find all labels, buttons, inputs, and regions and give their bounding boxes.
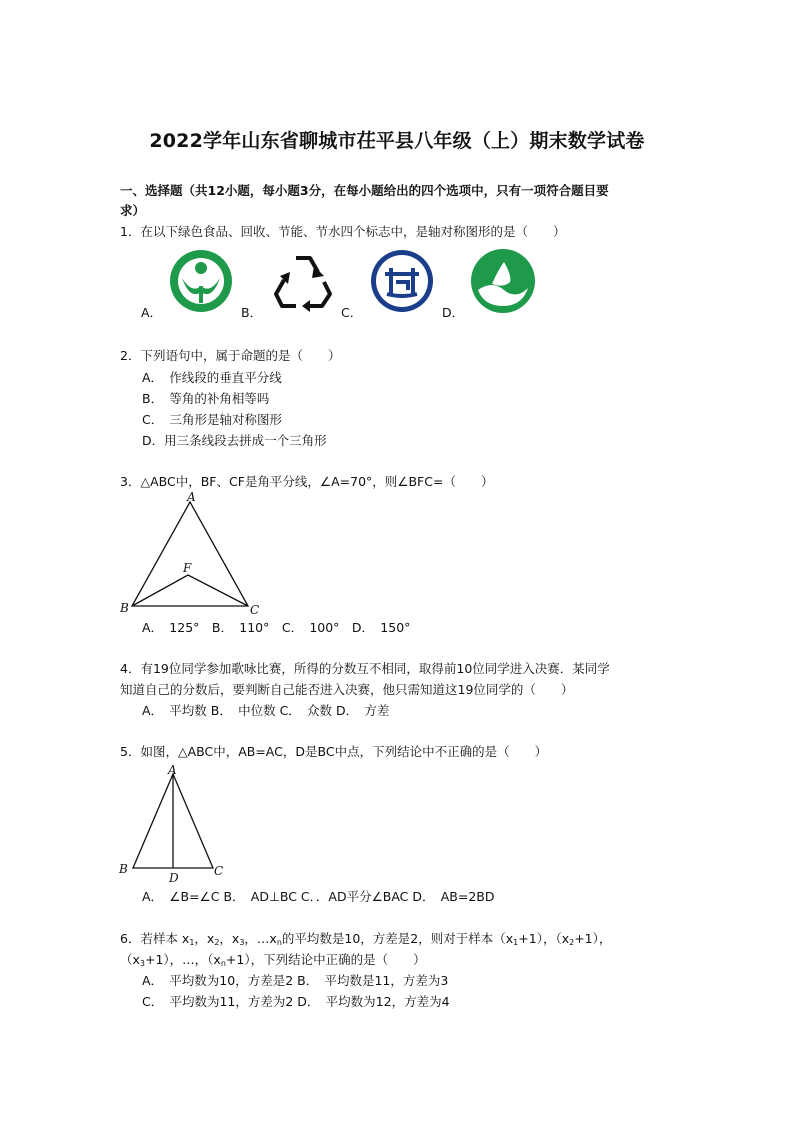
q3-stem: 3．△ABC中，BF、CF是角平分线，∠A=70°，则∠BFC=（ ） bbox=[120, 474, 494, 489]
recycle-icon bbox=[270, 248, 336, 314]
q5-options: A． ∠B=∠C B． AD⊥BC C．．AD平分∠BAC D． AB=2BD bbox=[142, 889, 495, 904]
section-heading: 一、选择题（共12小题，每小题3分，在每小题给出的四个选项中，只有一项符合题目要 bbox=[120, 183, 609, 198]
section-heading-cont: 求） bbox=[120, 203, 146, 218]
q2-option-a: A． 作线段的垂直平分线 bbox=[142, 370, 282, 385]
q1-option-a: A． bbox=[141, 305, 163, 320]
q5-label-b: B bbox=[119, 862, 128, 876]
q1-stem: 1．在以下绿色食品、回收、节能、节水四个标志中，是轴对称图形的是（ ） bbox=[120, 224, 566, 239]
q4-stem-line1: 4．有19位同学参加歌咏比赛，所得的分数互不相同，取得前10位同学进入决赛．某同学 bbox=[120, 661, 610, 676]
q6-stem-line1: 6．若样本 $x_1$，$x_2$，$x_3$，$\dots x_n$的平均数是10，方差是2，则对于样本$(x_1+1)$，$(x_2+1)$， bbox=[120, 931, 612, 947]
q5-label-c: C bbox=[214, 864, 224, 878]
q5-triangle-figure bbox=[114, 760, 234, 884]
q6-options-cd: C． 平均数为11，方差为2 D． 平均数为12，方差为4 bbox=[142, 994, 450, 1009]
q5-label-a: A bbox=[168, 763, 177, 777]
energy-saving-icon bbox=[369, 248, 435, 314]
q6-stem-line2: $(x_3+1)$，…，$(x_n+1)$，下列结论中正确的是（ ） bbox=[120, 952, 426, 968]
q4-stem-line2: 知道自己的分数后，要判断自己能否进入决赛，他只需知道这19位同学的（ ） bbox=[120, 682, 574, 697]
q3-label-a: A bbox=[187, 490, 196, 504]
q2-option-c: C． 三角形是轴对称图形 bbox=[142, 412, 282, 427]
q1-option-d: D． bbox=[442, 305, 465, 320]
q3-label-b: B bbox=[120, 601, 129, 615]
q3-options: A． 125° B． 110° C． 100° D． 150° bbox=[142, 620, 411, 635]
q2-option-d: D．用三条线段去拼成一个三角形 bbox=[142, 433, 327, 448]
page-title: 2022学年山东省聊城市茌平县八年级（上）期末数学试卷 bbox=[149, 130, 645, 152]
q3-triangle-figure bbox=[114, 488, 274, 618]
q2-option-b: B． 等角的补角相等吗 bbox=[142, 391, 270, 406]
q1-option-b: B． bbox=[241, 305, 263, 320]
q3-label-c: C bbox=[250, 603, 260, 617]
q5-label-d: D bbox=[169, 871, 179, 884]
green-food-icon bbox=[168, 248, 234, 314]
q6-options-ab: A． 平均数为10，方差是2 B． 平均数是11，方差为3 bbox=[142, 973, 449, 988]
q2-stem: 2．下列语句中，属于命题的是（ ） bbox=[120, 348, 341, 363]
q5-stem: 5．如图，△ABC中，AB=AC，D是BC中点，下列结论中不正确的是（ ） bbox=[120, 744, 548, 759]
q1-option-c: C． bbox=[341, 305, 363, 320]
q3-label-f: F bbox=[183, 561, 192, 575]
q4-options: A． 平均数 B． 中位数 C． 众数 D． 方差 bbox=[142, 703, 390, 718]
water-saving-icon bbox=[470, 248, 536, 314]
